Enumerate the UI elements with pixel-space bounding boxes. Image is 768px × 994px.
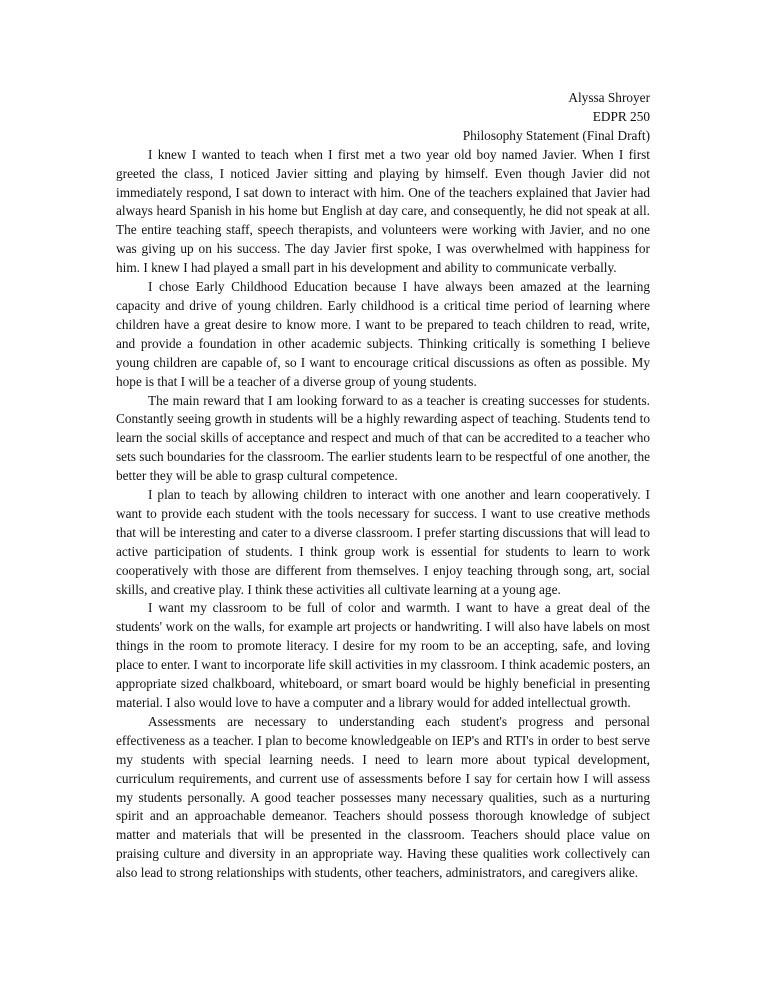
paragraph-4: I plan to teach by allowing children to interact with one another and learn cooperatively. I want to provide each student with the tools necessary for success. I want to use creative methods that will be interesting and cater to a diverse classroom. I prefer starting discussions that will lead to active participation of students. I think group work is essential for students to learn to work cooperatively with those are different from themselves. I enjoy teaching through song, art, social skills, and creative play. I think these activities all cultivate learning at a young age.	[116, 487, 650, 597]
paragraph-2: I chose Early Childhood Education because I have always been amazed at the learning capacity and drive of young children. Early childhood is a critical time period of learning where children have a great desire to know more. I want to be prepared to teach children to read, write, and provide a foundation in other academic subjects. Thinking critically is something I believe young children are capable of, so I want to encourage critical discussions as often as possible. My hope is that I will be a teacher of a diverse group of young students.	[116, 279, 650, 389]
document-title: Philosophy Statement (Final Draft)	[462, 127, 650, 143]
author-name: Alyssa Shroyer	[568, 90, 650, 105]
paragraph-3: The main reward that I am looking forward to as a teacher is creating successes for students. Constantly seeing growth in students will be a highly rewarding aspect of teaching. Students tend to learn the social skills of acceptance and respect and much of that can be accredited to a teacher who sets such boundaries for the classroom. The earlier students learn to be respectful of one another, the better they will be able to grasp cultural competence.	[116, 392, 650, 484]
document-page	[116, 89, 650, 883]
course-code: EDPR 250	[592, 108, 650, 124]
paragraph-6: Assessments are necessary to understanding each student's progress and personal effectiveness as a teacher. I plan to become knowledgeable on IEP's and RTI's in order to best serve my students with special learning needs. I need to learn more about typical development, curriculum requirements, and current use of assessments before I say for certain how I will assess my students personally. A good teacher possesses many necessary qualities, such as a nurturing spirit and an approachable demeanor. Teachers should possess thorough knowledge of subject matter and materials that will be presented in the classroom. Teachers should place value on praising culture and diversity in an appropriate way. Having these qualities work collectively can also lead to strong relationships with students, other teachers, administrators, and caregivers alike.	[116, 713, 650, 881]
paragraph-1: I knew I wanted to teach when I first met a two year old boy named Javier. When I first greeted the class, I noticed Javier sitting and playing by himself. Even though Javier did not immediately respond, I sat down to interact with him. One of the teachers explained that Javier had always heard Spanish in his home but English at day care, and consequently, he did not speak at all. The entire teaching staff, speech therapists, and volunteers were working with Javier, and no one was giving up on his success. The day Javier first spoke, I was overwhelmed with happiness for him. I knew I had played a small part in his development and ability to communicate verbally.	[116, 146, 650, 276]
paragraph-5: I want my classroom to be full of color and warmth. I want to have a great deal of the students' work on the walls, for example art projects or handwriting. I will also have labels on most things in the room to promote literacy. I desire for my room to be an accepting, safe, and loving place to enter. I want to incorporate life skill activities in my classroom. I think academic posters, an appropriate sized chalkboard, whiteboard, or smart board would be highly beneficial in presenting material. I also would love to have a computer and a library would for added intellectual growth.	[116, 600, 650, 710]
